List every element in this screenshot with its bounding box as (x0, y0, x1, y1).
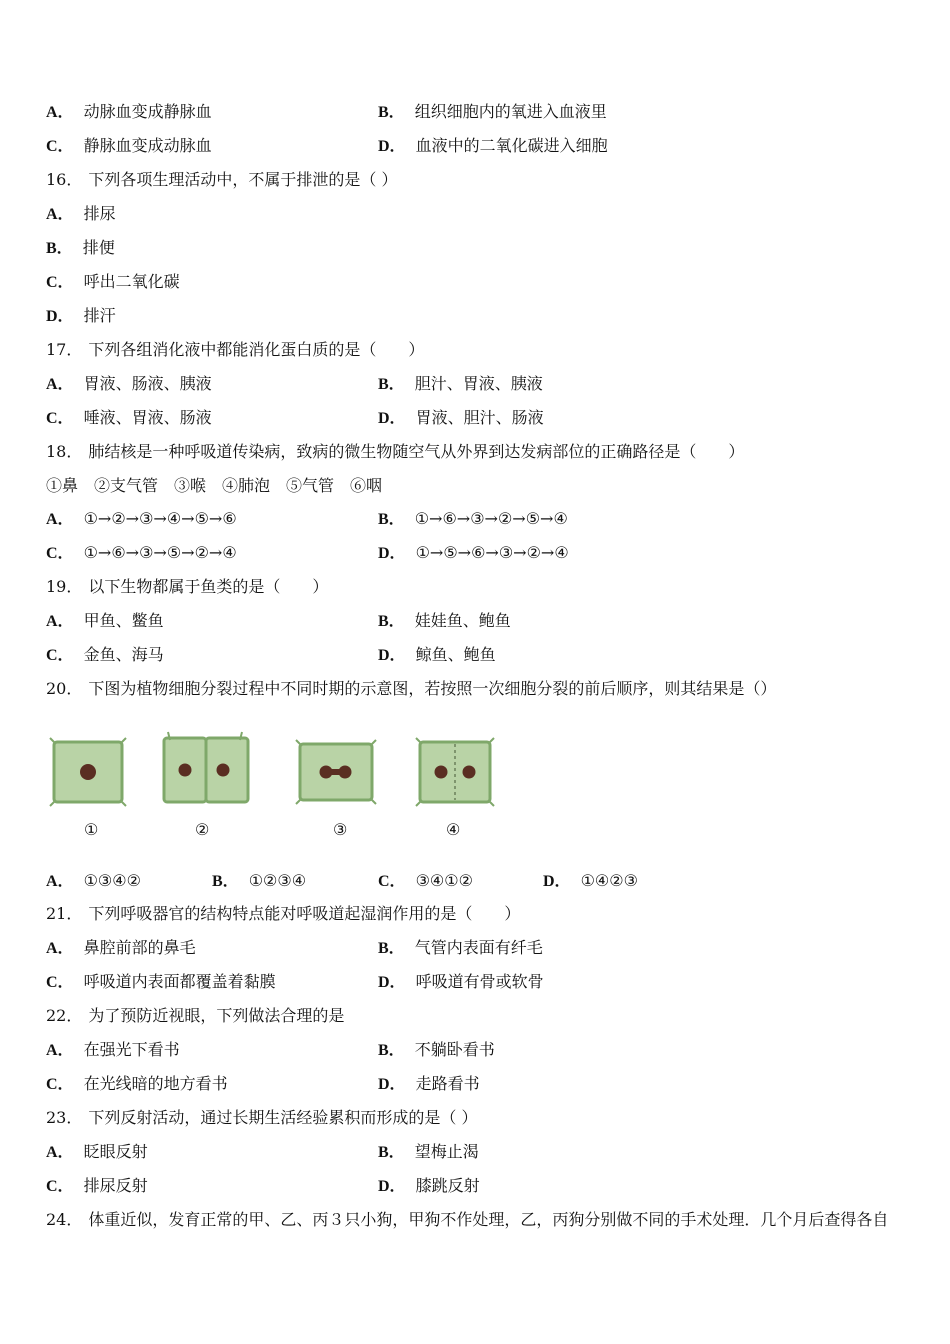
q22-option-d: D． 走路看书 (378, 1074, 480, 1093)
q19-option-d: D． 鲸鱼、鲍鱼 (378, 645, 496, 664)
q19-option-a: A． 甲鱼、鳖鱼 (46, 611, 164, 630)
q21-option-b: B． 气管内表面有纤毛 (378, 938, 543, 957)
cell-division-figure (40, 728, 510, 810)
q16-stem: 16． 下列各项生理活动中，不属于排泄的是（ ） (46, 170, 398, 189)
q16-option-c: C． 呼出二氧化碳 (46, 272, 180, 291)
q19-option-c: C． 金鱼、海马 (46, 645, 164, 664)
q20-option-c: C． ③④①② (378, 871, 473, 890)
q23-option-a: A． 眨眼反射 (46, 1142, 148, 1161)
q17-option-a: A． 胃液、肠液、胰液 (46, 374, 212, 393)
q18-option-a: A． ①→②→③→④→⑤→⑥ (46, 509, 237, 528)
figure-label-4: ④ (446, 820, 461, 839)
q15-option-b: B． 组织细胞内的氧进入血液里 (378, 102, 607, 121)
q21-stem: 21． 下列呼吸器官的结构特点能对呼吸道起湿润作用的是（ ） (46, 904, 521, 923)
q17-option-c: C． 唾液、胃液、肠液 (46, 408, 212, 427)
q18-stem: 18． 肺结核是一种呼吸道传染病，致病的微生物随空气从外界到达发病部位的正确路径是（ ） (46, 442, 745, 461)
q18-option-b: B． ①→⑥→③→②→⑤→④ (378, 509, 568, 528)
nucleus (217, 764, 230, 777)
q18-items: ①鼻 ②支气管 ③喉 ④肺泡 ⑤气管 ⑥咽 (46, 476, 383, 495)
q19-stem: 19． 以下生物都属于鱼类的是（ ） (46, 577, 329, 596)
q23-option-c: C． 排尿反射 (46, 1176, 148, 1195)
nucleus (80, 764, 96, 780)
q23-stem: 23． 下列反射活动，通过长期生活经验累积而形成的是（ ） (46, 1108, 478, 1127)
nucleus (435, 766, 448, 779)
q22-option-b: B． 不躺卧看书 (378, 1040, 495, 1059)
q23-option-d: D． 膝跳反射 (378, 1176, 480, 1195)
figure-label-1: ① (84, 820, 99, 839)
q20-option-d: D． ①④②③ (543, 871, 638, 890)
q20-option-b: B． ①②③④ (212, 871, 307, 890)
q15-option-a: A． 动脉血变成静脉血 (46, 102, 212, 121)
q15-option-c: C． 静脉血变成动脉血 (46, 136, 212, 155)
figure-label-3: ③ (333, 820, 348, 839)
q21-option-a: A． 鼻腔前部的鼻毛 (46, 938, 196, 957)
q21-option-c: C． 呼吸道内表面都覆盖着黏膜 (46, 972, 276, 991)
q22-stem: 22． 为了预防近视眼，下列做法合理的是 (46, 1006, 345, 1025)
q17-option-b: B． 胆汁、胃液、胰液 (378, 374, 543, 393)
q19-option-b: B． 娃娃鱼、鲍鱼 (378, 611, 511, 630)
cell-stage-2 (164, 732, 248, 802)
q18-option-c: C． ①→⑥→③→⑤→②→④ (46, 543, 237, 562)
cell-stage-1 (50, 738, 126, 806)
q20-option-a: A． ①③④② (46, 871, 141, 890)
cell-stage-3 (296, 740, 376, 804)
q15-option-d: D． 血液中的二氧化碳进入细胞 (378, 136, 608, 155)
q16-option-b: B． 排便 (46, 238, 115, 257)
q18-option-d: D． ①→⑤→⑥→③→②→④ (378, 543, 569, 562)
q22-option-a: A． 在强光下看书 (46, 1040, 180, 1059)
q17-stem: 17． 下列各组消化液中都能消化蛋白质的是（ ） (46, 340, 425, 359)
q21-option-d: D． 呼吸道有骨或软骨 (378, 972, 544, 991)
nucleus (463, 766, 476, 779)
q17-option-d: D． 胃液、胆汁、肠液 (378, 408, 544, 427)
nucleus (179, 764, 192, 777)
cell-stage-4 (416, 738, 494, 806)
q16-option-a: A． 排尿 (46, 204, 116, 223)
q24-stem: 24． 体重近似，发育正常的甲、乙、丙３只小狗，甲狗不作处理，乙，丙狗分别做不同的手术处理．几个月后查得各自 (46, 1210, 889, 1229)
q16-option-d: D． 排汗 (46, 306, 116, 325)
q20-stem: 20． 下图为植物细胞分裂过程中不同时期的示意图，若按照一次细胞分裂的前后顺序，则其结果是（） (46, 679, 777, 698)
q23-option-b: B． 望梅止渴 (378, 1142, 479, 1161)
q22-option-c: C． 在光线暗的地方看书 (46, 1074, 228, 1093)
figure-label-2: ② (195, 820, 210, 839)
